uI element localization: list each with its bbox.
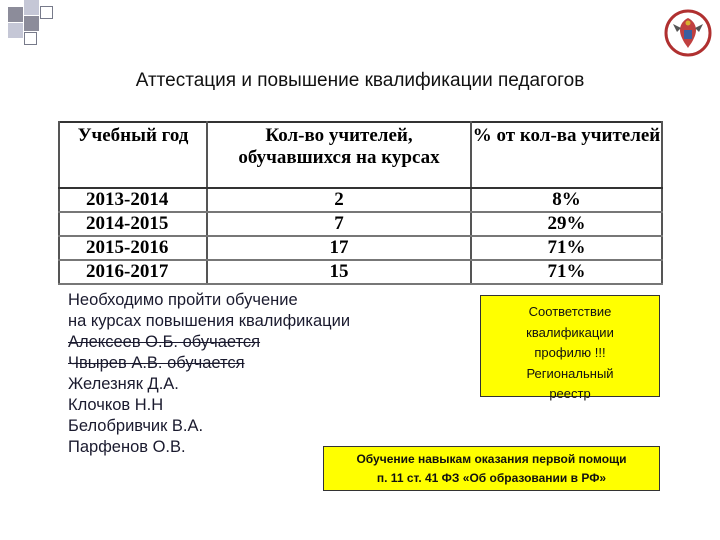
teacher-name: Парфенов О.В.: [68, 438, 186, 456]
teacher-name: Алексеев О.Б. обучается: [68, 333, 261, 351]
compliance-line: реестр: [549, 386, 591, 401]
first-aid-note-box: [323, 446, 660, 491]
first-aid-line1: Обучение навыкам оказания первой помощи: [356, 452, 627, 466]
cell-count: 15: [207, 260, 471, 284]
cell-year: 2015-2016: [59, 236, 207, 260]
header-count: Кол-во учителей, обучавшихся на курсах: [207, 122, 471, 169]
teacher-name: Чвырев А.В. обучается: [68, 354, 245, 372]
cell-count: 17: [207, 236, 471, 260]
cell-year: 2013-2014: [59, 188, 207, 212]
first-aid-line2: п. 11 ст. 41 ФЗ «Об образовании в РФ»: [376, 471, 607, 485]
coat-of-arms-icon: [663, 8, 713, 58]
cell-percent: 8%: [471, 188, 662, 212]
training-heading-line2: на курсах повышения квалификации: [68, 312, 351, 330]
table-row: [59, 260, 662, 284]
training-list: [68, 290, 350, 458]
cell-year: 2014-2015: [59, 212, 207, 236]
table-row: [59, 188, 662, 212]
compliance-line: квалификации: [526, 324, 614, 340]
cell-count: 7: [207, 212, 471, 236]
courses-table: [58, 121, 663, 285]
teacher-name: Клочков Н.Н: [68, 396, 164, 414]
header-percent: % от кол-ва учителей: [471, 122, 662, 169]
cell-count: 2: [207, 188, 471, 212]
table-row: [59, 212, 662, 236]
cell-percent: 29%: [471, 212, 662, 236]
compliance-note-box: [480, 295, 660, 401]
compliance-line: профилю !!!: [534, 345, 606, 360]
table-row: [59, 236, 662, 260]
cell-year: 2016-2017: [59, 260, 207, 284]
compliance-line: Соответствие: [528, 304, 612, 319]
teacher-name: Белобривчик В.А.: [68, 417, 204, 435]
cell-percent: 71%: [471, 260, 662, 284]
page-title: Аттестация и повышение квалификации педагогов: [135, 70, 585, 91]
teacher-name: Железняк Д.А.: [68, 375, 179, 393]
compliance-line: Региональный: [526, 365, 614, 381]
cell-percent: 71%: [471, 236, 662, 260]
training-heading-line1: Необходимо пройти обучение: [68, 291, 298, 309]
header-year: Учебный год: [59, 122, 207, 169]
